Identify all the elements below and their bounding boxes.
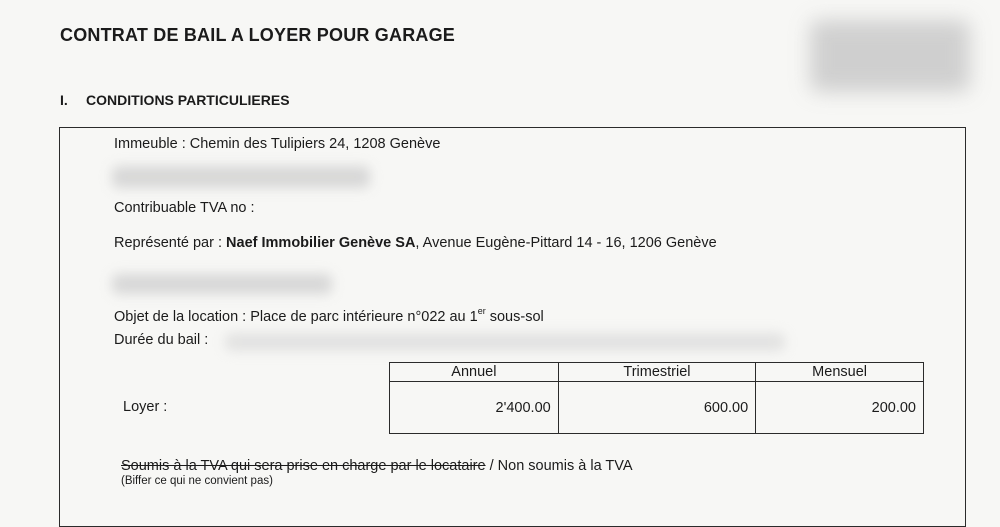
rent-table xyxy=(389,362,924,434)
redacted-line xyxy=(225,333,785,351)
tva-choice-line xyxy=(121,458,633,474)
rent-table-header xyxy=(390,363,924,382)
agency-name: Naef Immobilier Genève SA xyxy=(226,235,416,251)
rent-table-row xyxy=(390,382,924,434)
redacted-area xyxy=(810,20,970,92)
section-heading xyxy=(60,92,290,108)
objet-superscript: er xyxy=(477,306,486,316)
value-mensuel: 200.00 xyxy=(756,382,924,434)
value-annuel: 2'400.00 xyxy=(390,382,559,434)
instruction-note: (Biffer ce qui ne convient pas) xyxy=(121,475,273,487)
tva-line: Contribuable TVA no : xyxy=(114,200,255,216)
section-title: CONDITIONS PARTICULIERES xyxy=(86,92,290,108)
header-annuel: Annuel xyxy=(390,363,559,382)
value-trimestriel: 600.00 xyxy=(558,382,755,434)
header-mensuel: Mensuel xyxy=(756,363,924,382)
objet-suffix: sous-sol xyxy=(485,309,544,325)
agency-address: , Avenue Eugène-Pittard 14 - 16, 1206 Genève xyxy=(415,235,717,251)
immeuble-line: Immeuble : Chemin des Tulipiers 24, 1208 Genève xyxy=(114,136,441,152)
header-trimestriel: Trimestriel xyxy=(558,363,755,382)
redacted-line xyxy=(112,166,370,188)
redacted-line xyxy=(112,274,332,294)
section-number: I. xyxy=(60,92,68,108)
objet-line xyxy=(114,306,544,325)
loyer-label: Loyer : xyxy=(123,399,168,415)
kept-option: / Non soumis à la TVA xyxy=(485,458,633,474)
represente-label: Représenté par : xyxy=(114,235,223,251)
duree-line: Durée du bail : xyxy=(114,332,209,348)
document-title: CONTRAT DE BAIL A LOYER POUR GARAGE xyxy=(60,25,456,45)
objet-text: Objet de la location : Place de parc intérieure n°022 au 1 xyxy=(114,309,478,325)
struck-option: Soumis à la TVA qui sera prise en charge par le locataire xyxy=(121,458,486,474)
represente-line xyxy=(114,235,717,251)
